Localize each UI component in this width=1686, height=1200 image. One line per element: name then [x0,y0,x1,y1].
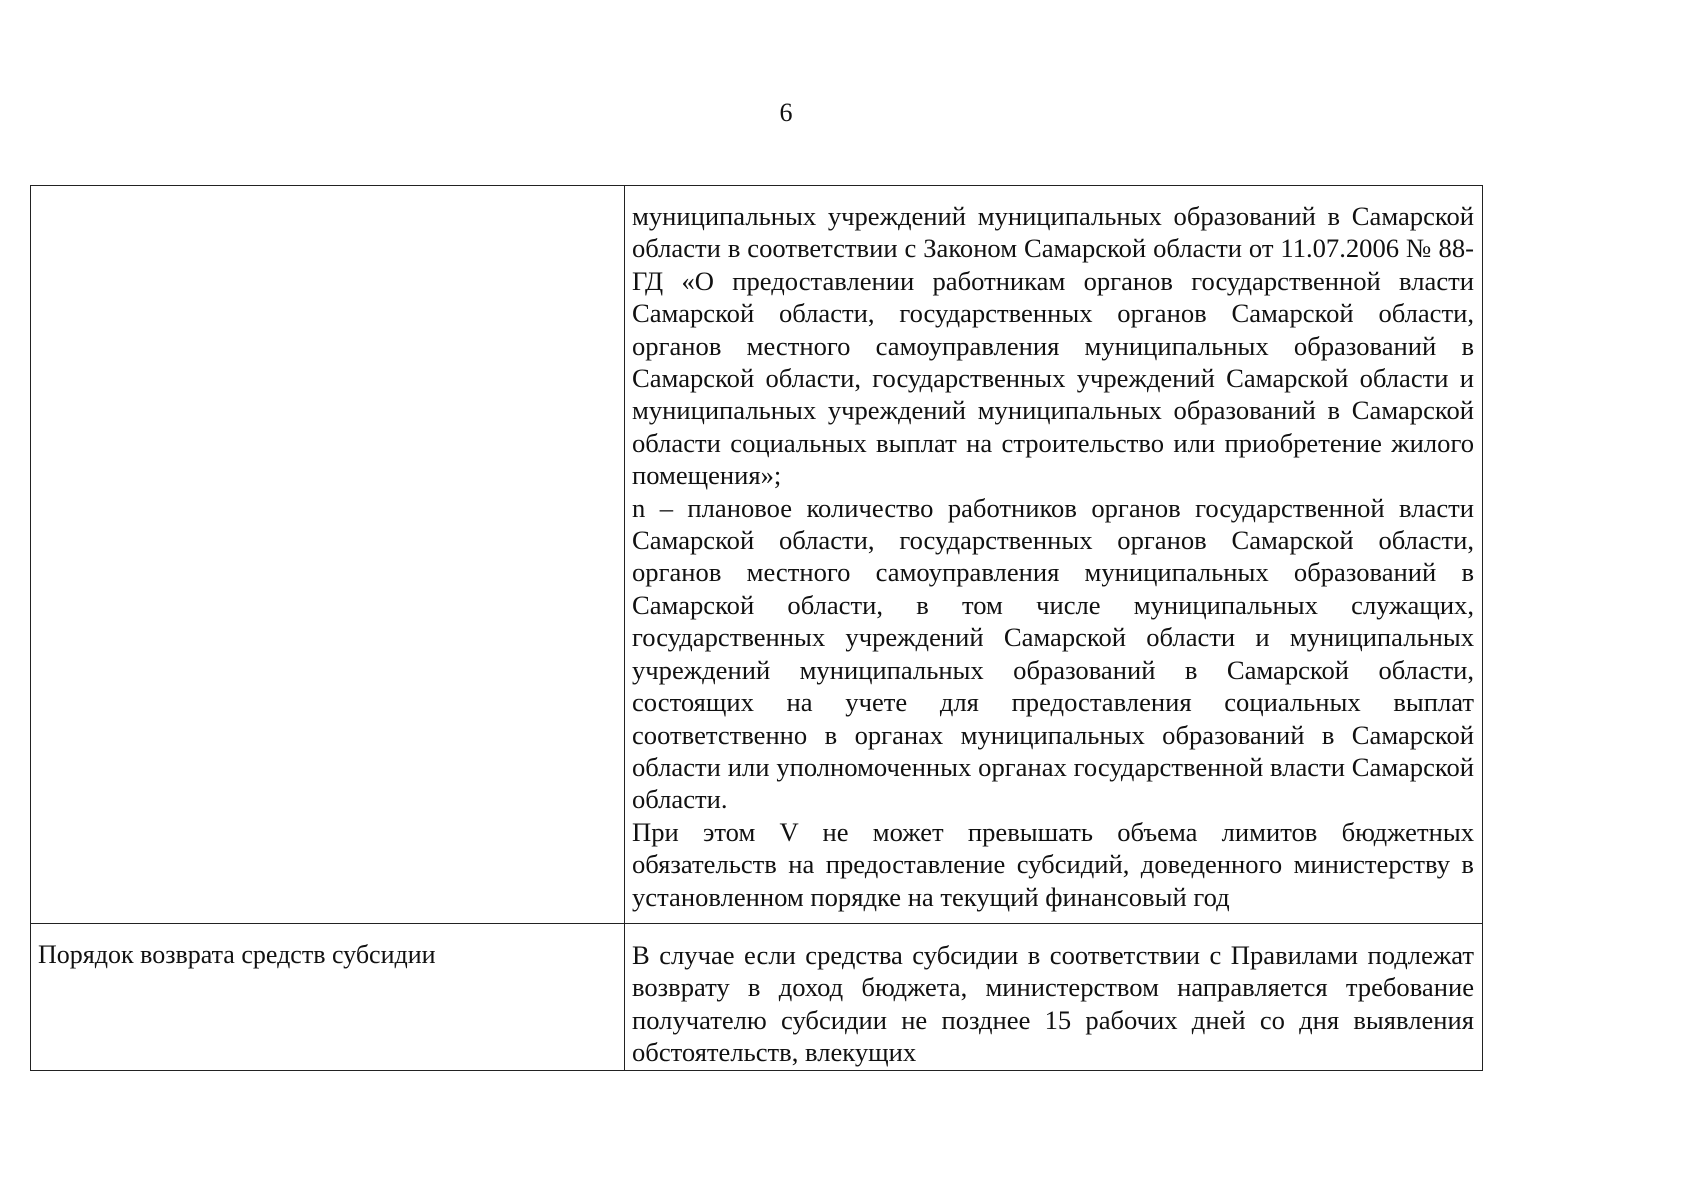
paragraph: В случае если средства субсидии в соответствии с Правилами подлежат возврату в доход бюджета, министерством направляется требование получателю субсидии не позднее 15 рабочих дней со дня выявления обстоятельств, влекущих [632,939,1474,1068]
paragraph: При этом V не может превышать объема лимитов бюджетных обязательств на предоставление субсидий, доведенного министерству в установленном порядке на текущий финансовый год [632,816,1474,912]
row-content-cell [625,923,1483,1070]
paragraph: муниципальных учреждений муниципальных образований в Самарской области в соответствии с Законом Самарской области от 11.07.2006 № 88-ГД «О предоставлении работникам органов государственной власти Самарской области, государственных органов Самарской области, органов местного самоуправления муниципальных образований в Самарской области, государственных учреждений Самарской области и муниципальных учреждений муниципальных образований в Самарской области социальных выплат на строительство или приобретение жилого помещения»; [632,201,1474,491]
page-number: 6 [779,98,793,127]
table-row [31,923,1483,1070]
row-content-cell [625,186,1483,924]
row-label: Порядок возврата средств субсидии [38,939,436,969]
row-label-cell [31,186,625,924]
row-content [625,186,1482,923]
table-row [31,186,1483,924]
paragraph: n – плановое количество работников органов государственной власти Самарской области, государственных органов Самарской области, органов местного самоуправления муниципальных образований в Самарской области, в том числе муниципальных служащих, государственных учреждений Самарской области и муниципальных учреждений муниципальных образований в Самарской области, состоящих на учете для предоставления социальных выплат соответственно в органах муниципальных образований в Самарской области или уполномоченных органах государственной власти Самарской области. [632,492,1474,815]
subsidy-terms-table [30,185,1483,1071]
row-label-cell [31,923,625,1070]
row-content [625,924,1482,1069]
row-label [31,186,624,201]
